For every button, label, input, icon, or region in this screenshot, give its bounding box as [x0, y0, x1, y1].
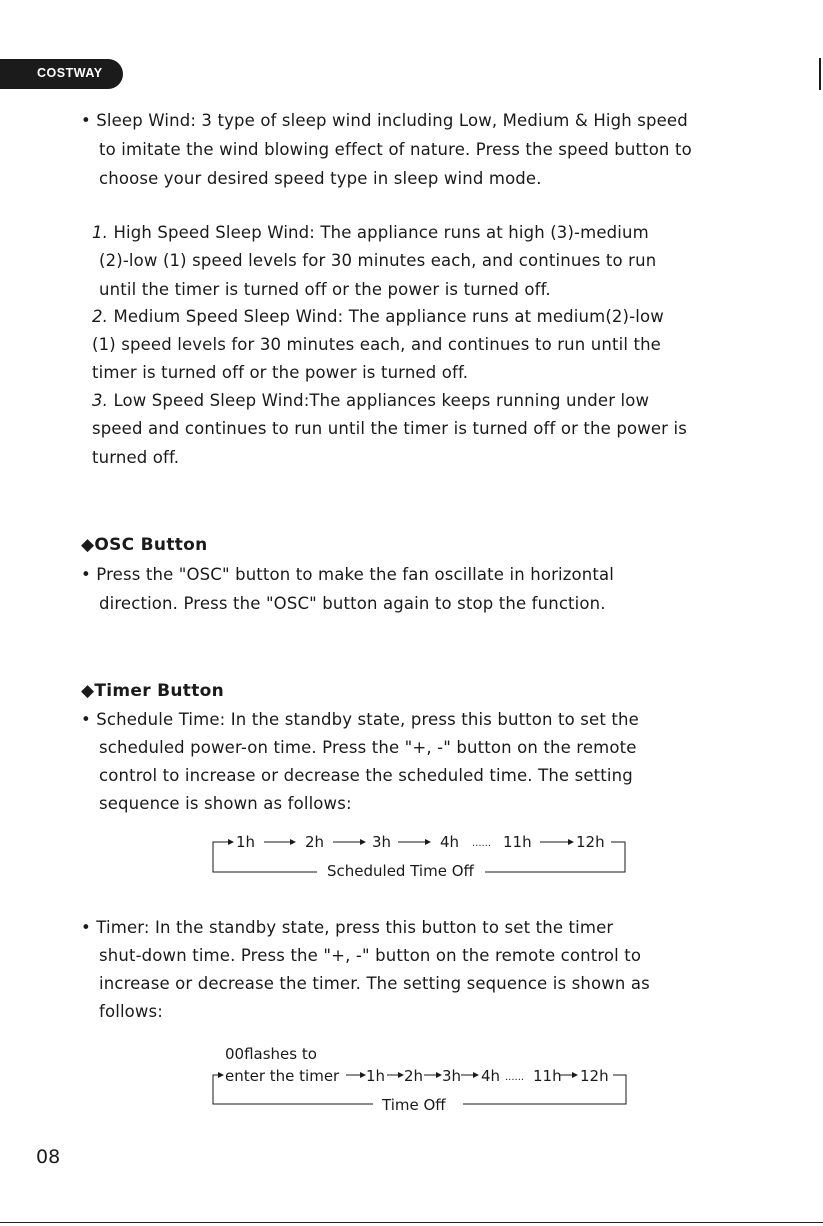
schedule-line-3: control to increase or decrease the scheduled time. The setting [99, 766, 633, 785]
timer-step-start: enter the timer [225, 1067, 340, 1085]
time-off-label: Time Off [376, 1096, 452, 1114]
loop-line-left [213, 842, 317, 872]
sleep-wind-line-3: choose your desired speed type in sleep wind mode. [99, 169, 542, 188]
page-number: 08 [36, 1146, 61, 1168]
item1-line-3: until the timer is turned off or the power is turned off. [99, 280, 551, 299]
timer-line-1: • Timer: In the standby state, press this button to set the timer [81, 918, 614, 937]
sleep-wind-line-2: to imitate the wind blowing effect of nature. Press the speed button to [99, 140, 692, 159]
brand-logo-text: COSTWAY [37, 66, 103, 80]
item2-line-2: (1) speed levels for 30 minutes each, and continues to run until the [92, 335, 661, 354]
timer-ellipsis: ...... [505, 1072, 525, 1083]
item3-text: Low Speed Sleep Wind:The appliances keeps running under low [113, 391, 650, 410]
sleep-wind-line-1: • Sleep Wind: 3 type of sleep wind including Low, Medium & High speed [81, 111, 688, 130]
item3-line-2: speed and continues to run until the timer is turned off or the power is [92, 419, 687, 438]
timer-line-4: follows: [99, 1002, 164, 1021]
timer-step-4h: 4h [481, 1067, 501, 1085]
item1-number: 1. [92, 223, 109, 242]
item2-line-3: timer is turned off or the power is turned off. [92, 363, 469, 382]
timer-step-2h: 2h [404, 1067, 424, 1085]
timer-step-12h: 12h [580, 1067, 609, 1085]
item2-text: Medium Speed Sleep Wind: The appliance runs at medium(2)-low [113, 307, 664, 326]
schedule-step-1h: 1h [236, 833, 256, 851]
timer-line-2: shut-down time. Press the "+, -" button on the remote control to [99, 946, 642, 965]
timer-heading: ◆Timer Button [81, 681, 225, 701]
item3-first-line [92, 391, 649, 410]
item2-first-line [92, 307, 664, 326]
item1-line-2: (2)-low (1) speed levels for 30 minutes each, and continues to run [99, 251, 657, 270]
scheduled-time-off-label: Scheduled Time Off [324, 862, 477, 880]
timer-line-3: increase or decrease the timer. The setting sequence is shown as [99, 974, 650, 993]
schedule-step-4h: 4h [440, 833, 460, 851]
edge-marker [819, 58, 821, 90]
osc-heading: ◆OSC Button [81, 535, 208, 555]
schedule-line-1: • Schedule Time: In the standby state, press this button to set the [81, 710, 639, 729]
timer-step-3h: 3h [442, 1067, 462, 1085]
schedule-ellipsis: ...... [472, 838, 492, 849]
osc-line-1: • Press the "OSC" button to make the fan oscillate in horizontal [81, 565, 615, 584]
timer-step-1h: 1h [366, 1067, 386, 1085]
schedule-line-4: sequence is shown as follows: [99, 794, 352, 813]
schedule-line-2: scheduled power-on time. Press the "+, -" button on the remote [99, 738, 637, 757]
bottom-rule [0, 1222, 823, 1223]
schedule-step-2h: 2h [305, 833, 325, 851]
timer-step-11h: 11h [533, 1067, 562, 1085]
item2-number: 2. [92, 307, 109, 326]
osc-line-2: direction. Press the "OSC" button again to stop the function. [99, 594, 606, 613]
item1-first-line [92, 223, 649, 242]
timer-flash-label: 00flashes to [225, 1045, 317, 1063]
schedule-step-12h: 12h [576, 833, 605, 851]
item1-text: High Speed Sleep Wind: The appliance runs at high (3)-medium [113, 223, 649, 242]
item3-line-3: turned off. [92, 448, 180, 467]
schedule-step-11h: 11h [503, 833, 532, 851]
item3-number: 3. [92, 391, 109, 410]
schedule-step-3h: 3h [372, 833, 392, 851]
